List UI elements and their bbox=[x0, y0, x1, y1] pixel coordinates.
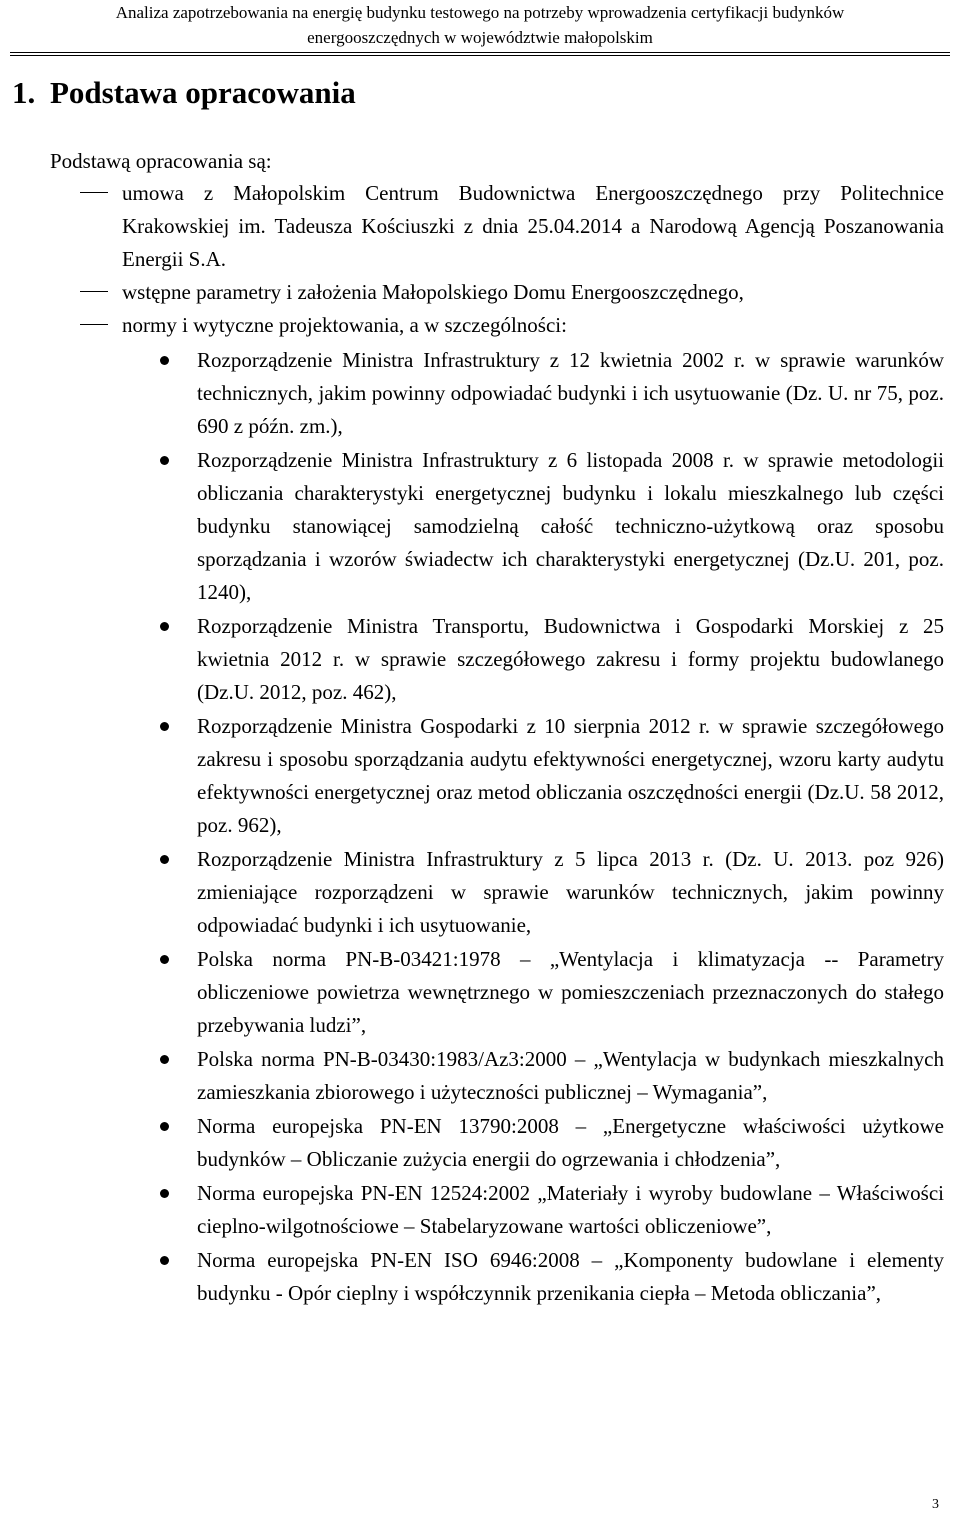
dash-item-text: normy i wytyczne projektowania, a w szczególności: bbox=[122, 313, 567, 337]
page-number: 3 bbox=[932, 1497, 939, 1512]
running-header bbox=[0, 0, 960, 50]
section-heading bbox=[12, 74, 356, 112]
bullet-list-item bbox=[197, 1244, 944, 1310]
bullet-item-text: Rozporządzenie Ministra Transportu, Budownictwa i Gospodarki Morskiej z 25 kwietnia 2012 r. w sprawie szczegółowego zakresu i formy projektu budowlanego (Dz.U. 2012, poz. 462), bbox=[197, 614, 944, 704]
dash-marker bbox=[80, 291, 108, 292]
bullet-list-item bbox=[197, 943, 944, 1042]
bullet-item-text: Norma europejska PN-EN ISO 6946:2008 – „Komponenty budowlane i elementy budynku - Opór cieplny i współczynnik przenikania ciepła – Metoda obliczania”, bbox=[197, 1248, 944, 1305]
bullet-list-item bbox=[197, 344, 944, 443]
dash-list bbox=[122, 177, 944, 342]
bullet-list bbox=[197, 344, 944, 1311]
bullet-item-text: Polska norma PN-B-03421:1978 – „Wentylacja i klimatyzacja -- Parametry obliczeniowe powietrza wewnętrznego w pomieszczeniach przeznaczonych do stałego przebywania ludzi”, bbox=[197, 947, 944, 1037]
dash-list-item bbox=[122, 177, 944, 276]
bullet-marker bbox=[160, 722, 169, 731]
bullet-list-item bbox=[197, 710, 944, 842]
dash-marker bbox=[80, 324, 108, 325]
header-line-2: energooszczędnych w województwie małopolskim bbox=[307, 28, 653, 47]
dash-list-item bbox=[122, 276, 944, 309]
bullet-marker bbox=[160, 1256, 169, 1265]
dash-item-text: wstępne parametry i założenia Małopolskiego Domu Energooszczędnego, bbox=[122, 280, 744, 304]
bullet-item-text: Polska norma PN-B-03430:1983/Az3:2000 – „Wentylacja w budynkach mieszkalnych zamieszkania zbiorowego i użyteczności publicznej – Wymagania”, bbox=[197, 1047, 944, 1104]
bullet-marker bbox=[160, 1122, 169, 1131]
bullet-item-text: Norma europejska PN-EN 13790:2008 – „Energetyczne właściwości użytkowe budynków – Obliczanie zużycia energii do ogrzewania i chłodzenia”, bbox=[197, 1114, 944, 1171]
bullet-list-item bbox=[197, 1177, 944, 1243]
bullet-marker bbox=[160, 1189, 169, 1198]
bullet-list-item bbox=[197, 1043, 944, 1109]
header-rule bbox=[10, 52, 950, 56]
header-line-1: Analiza zapotrzebowania na energię budynku testowego na potrzeby wprowadzenia certyfikacji budynków bbox=[115, 3, 845, 22]
bullet-item-text: Rozporządzenie Ministra Infrastruktury z 5 lipca 2013 r. (Dz. U. 2013. poz 926) zmieniające rozporządzeni w sprawie warunków technicznych, jakim powinny odpowiadać budynki i ich usytuowanie, bbox=[197, 847, 944, 937]
section-number: 1. bbox=[12, 75, 36, 110]
bullet-list-item bbox=[197, 444, 944, 609]
dash-marker bbox=[80, 192, 108, 193]
section-title: Podstawa opracowania bbox=[50, 75, 356, 110]
dash-list-item bbox=[122, 309, 944, 342]
bullet-marker bbox=[160, 955, 169, 964]
intro-text: Podstawą opracowania są: bbox=[50, 149, 272, 173]
bullet-list-item bbox=[197, 843, 944, 942]
bullet-item-text: Rozporządzenie Ministra Gospodarki z 10 sierpnia 2012 r. w sprawie szczegółowego zakresu i sposobu sporządzania audytu efektywności energetycznej, wzoru karty audytu efektywności energetycznej oraz metod obliczania oszczędności energii (Dz.U. 58 2012, poz. 962), bbox=[197, 714, 944, 837]
bullet-marker bbox=[160, 855, 169, 864]
bullet-marker bbox=[160, 622, 169, 631]
bullet-marker bbox=[160, 1055, 169, 1064]
bullet-list-item bbox=[197, 1110, 944, 1176]
bullet-marker bbox=[160, 356, 169, 365]
bullet-item-text: Rozporządzenie Ministra Infrastruktury z 12 kwietnia 2002 r. w sprawie warunków technicznych, jakim powinny odpowiadać budynki i ich usytuowanie (Dz. U. nr 75, poz. 690 z późn. zm.), bbox=[197, 348, 944, 438]
dash-item-text: umowa z Małopolskim Centrum Budownictwa Energooszczędnego przy Politechnice Krakowskiej im. Tadeusza Kościuszki z dnia 25.04.2014 a Narodową Agencją Poszanowania Energii S.A. bbox=[122, 181, 944, 271]
bullet-marker bbox=[160, 456, 169, 465]
bullet-item-text: Rozporządzenie Ministra Infrastruktury z 6 listopada 2008 r. w sprawie metodologii obliczania charakterystyki energetycznej budynku i lokalu mieszkalnego lub części budynku stanowiącej samodzielną całość techniczno-użytkową oraz sposobu sporządzania i wzorów świadectw ich charakterystyki energetycznej (Dz.U. 201, poz. 1240), bbox=[197, 448, 944, 604]
bullet-list-item bbox=[197, 610, 944, 709]
bullet-item-text: Norma europejska PN-EN 12524:2002 „Materiały i wyroby budowlane – Właściwości cieplno-wilgotnościowe – Stabelaryzowane wartości obliczeniowe”, bbox=[197, 1181, 944, 1238]
